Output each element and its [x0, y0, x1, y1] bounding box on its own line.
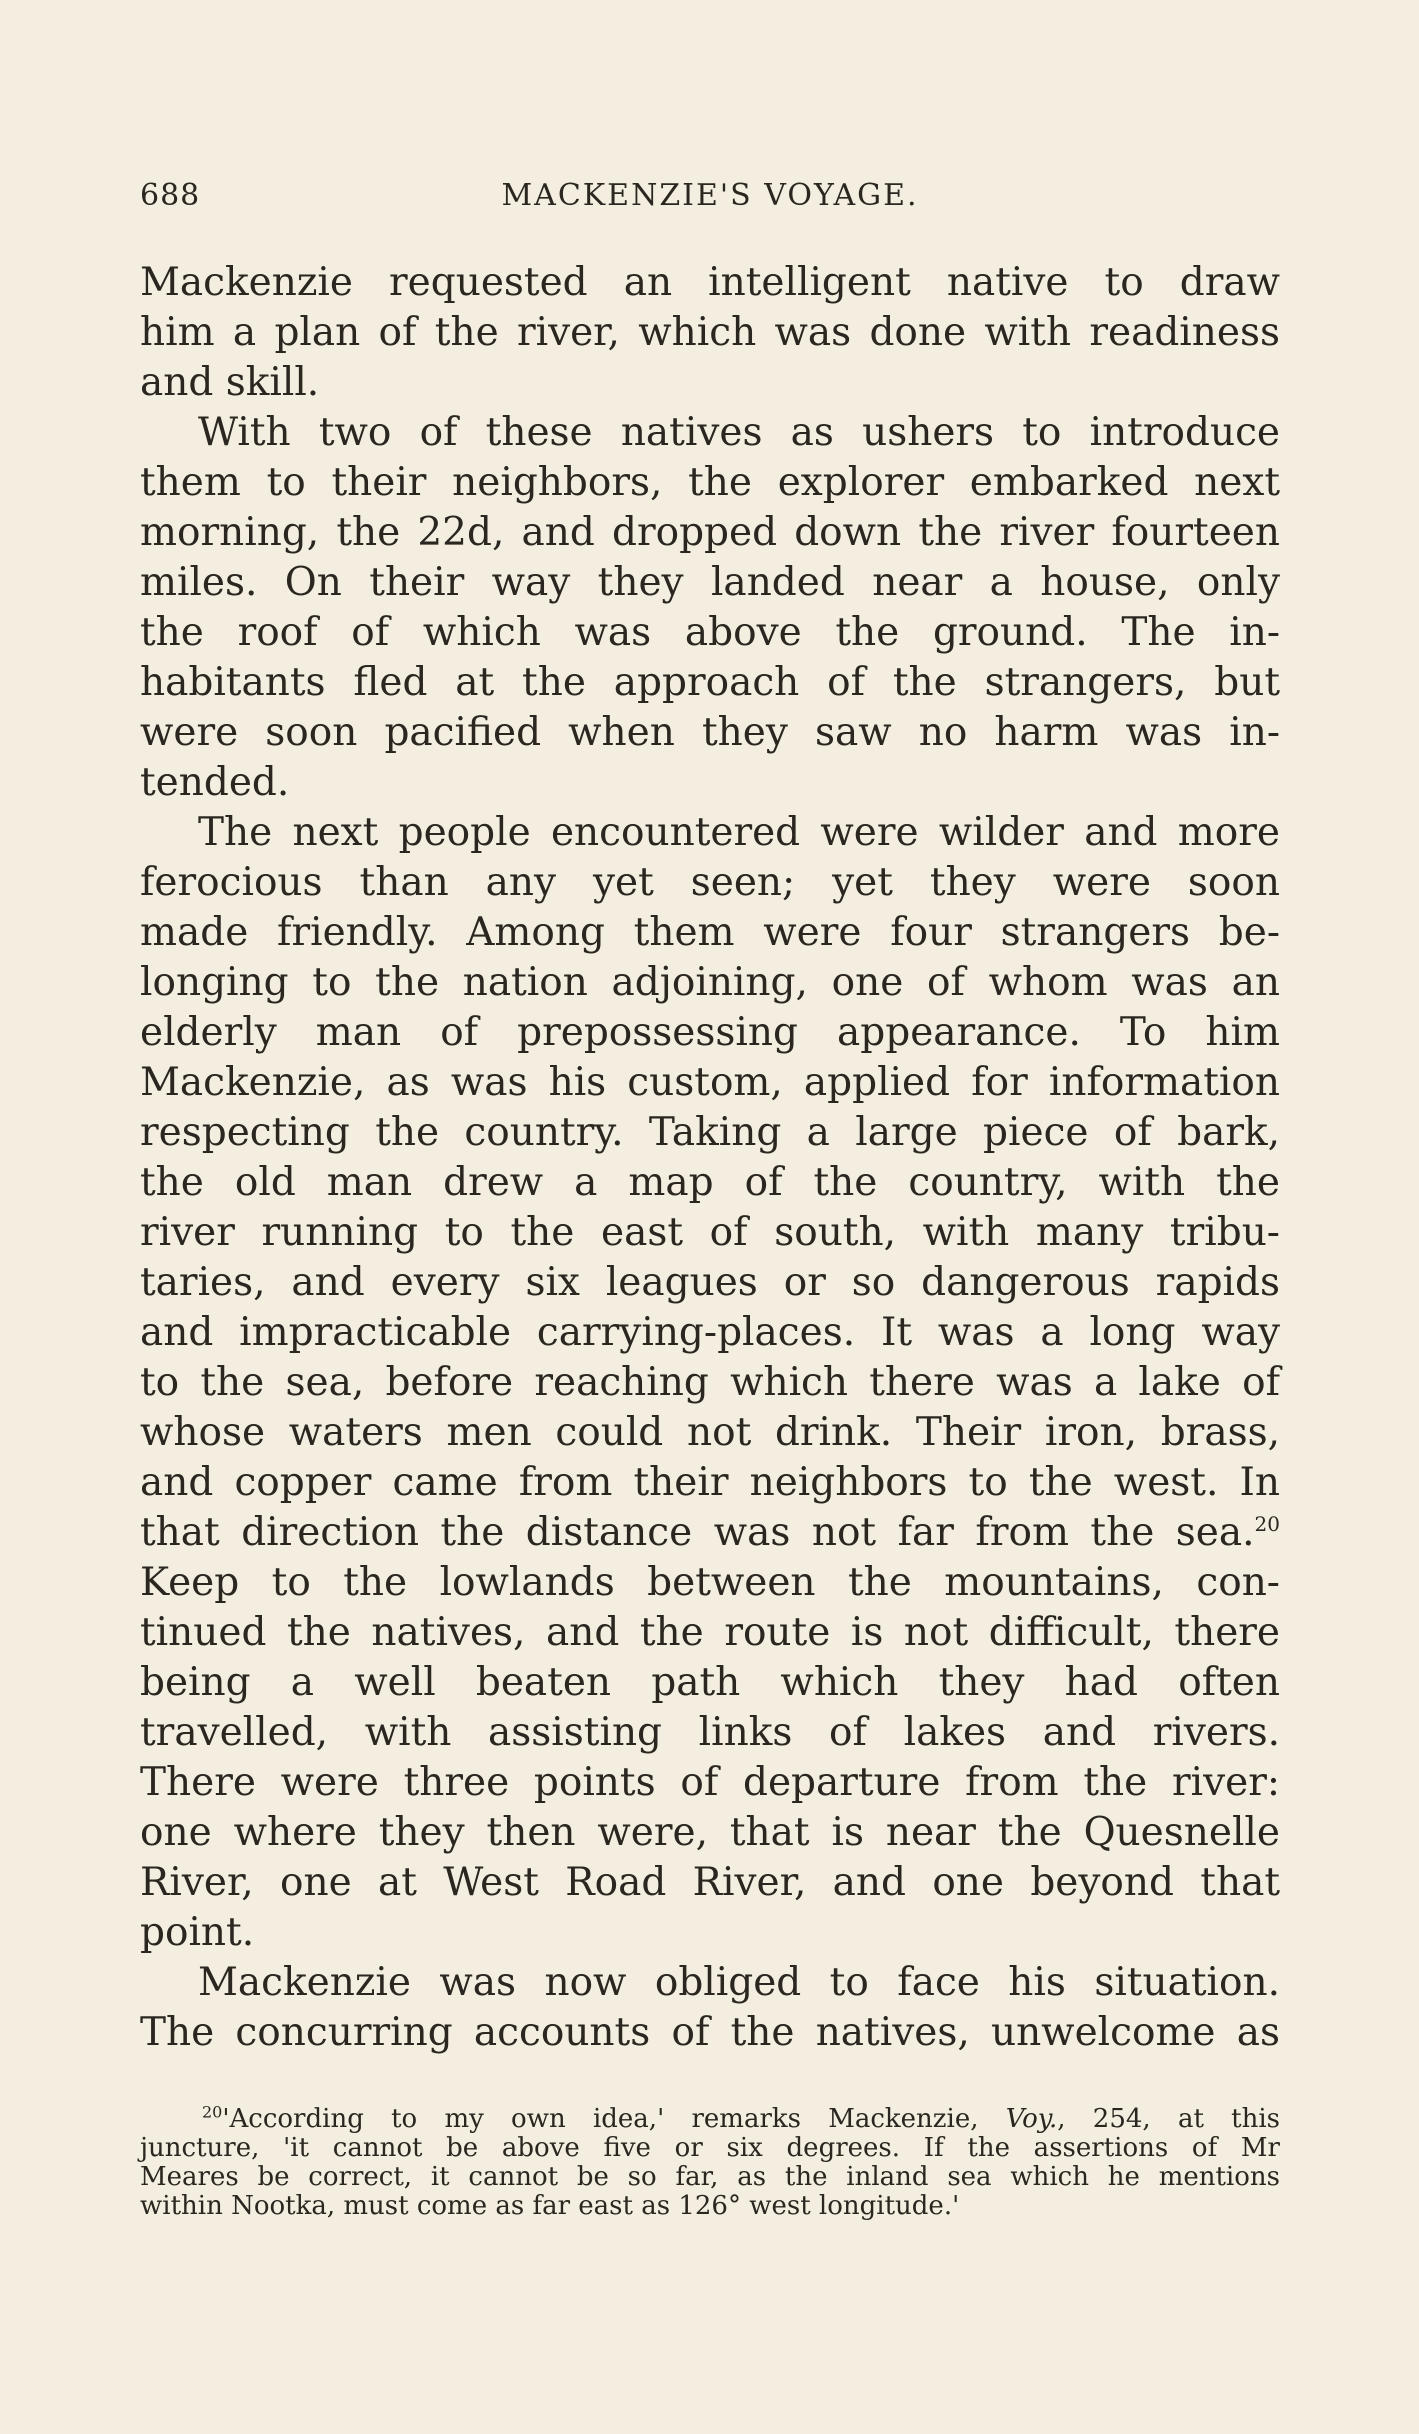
footnote-text: , 254, at this: [1057, 2104, 1281, 2134]
text-line: tinued the natives, and the route is not difficult, there: [140, 1610, 1280, 1655]
text-fragment: that direction the distance was not far from the sea.: [140, 1510, 1255, 1555]
text-line: longing to the nation adjoining, one of whom was an: [140, 960, 1280, 1005]
footnote: [140, 2102, 1281, 2221]
text-line: taries, and every six leagues or so dangerous rapids: [140, 1260, 1280, 1305]
text-line: travelled, with assisting links of lakes and rivers.: [140, 1710, 1280, 1755]
page-header: [140, 178, 1280, 228]
text-line: With two of these natives as ushers to introduce: [198, 410, 1280, 455]
text-line: Mackenzie requested an intelligent native to draw: [140, 260, 1280, 305]
footnote-line: Meares be correct, it cannot be so far, as the inland sea which he mentions: [140, 2162, 1280, 2192]
footnote-line: [140, 2102, 1281, 2134]
text-line: were soon pacified when they saw no harm was in-: [140, 710, 1280, 755]
footnote-line: within Nootka, must come as far east as 126° west longitude.': [140, 2191, 960, 2221]
text-line: habitants fled at the approach of the strangers, but: [140, 660, 1280, 705]
text-line: whose waters men could not drink. Their iron, brass,: [140, 1410, 1280, 1455]
text-line: one where they then were, that is near the Quesnelle: [140, 1810, 1280, 1855]
text-line: the roof of which was above the ground. The in-: [140, 610, 1280, 655]
text-line: point.: [140, 1910, 255, 1955]
text-line-with-footnote: [140, 1508, 1280, 1558]
text-line: miles. On their way they landed near a house, only: [140, 560, 1280, 605]
footnote-citation: Voy.: [1005, 2104, 1058, 2134]
footnote-marker: 20: [202, 2102, 223, 2122]
text-line: and impracticable carrying-places. It was a long way: [140, 1310, 1280, 1355]
text-line: tended.: [140, 760, 290, 805]
text-line: him a plan of the river, which was done with readiness: [140, 310, 1280, 355]
text-line: and skill.: [140, 360, 320, 405]
text-line: River, one at West Road River, and one beyond that: [140, 1860, 1280, 1905]
text-line: being a well beaten path which they had often: [140, 1660, 1280, 1705]
text-line: respecting the country. Taking a large piece of bark,: [140, 1110, 1280, 1155]
text-line: Mackenzie, as was his custom, applied for information: [140, 1060, 1280, 1105]
text-line: The concurring accounts of the natives, unwelcome as: [140, 2010, 1280, 2055]
text-line: made friendly. Among them were four strangers be-: [140, 910, 1280, 955]
text-line: There were three points of departure from the river:: [140, 1760, 1280, 1805]
text-line: them to their neighbors, the explorer embarked next: [140, 460, 1280, 505]
text-line: Keep to the lowlands between the mountains, con-: [140, 1560, 1280, 1605]
text-line: the old man drew a map of the country, with the: [140, 1160, 1280, 1205]
text-line: The next people encountered were wilder and more: [198, 810, 1280, 855]
text-line: and copper came from their neighbors to the west. In: [140, 1460, 1280, 1505]
text-line: elderly man of prepossessing appearance. To him: [140, 1010, 1280, 1055]
text-line: to the sea, before reaching which there was a lake of: [140, 1360, 1280, 1405]
body-text: [140, 258, 1280, 2058]
footnote-line: juncture, 'it cannot be above five or six degrees. If the assertions of Mr: [140, 2133, 1280, 2163]
footnote-text: 'According to my own idea,' remarks Mackenzie,: [222, 2104, 1006, 2134]
text-line: ferocious than any yet seen; yet they were soon: [140, 860, 1280, 905]
text-line: Mackenzie was now obliged to face his situation.: [198, 1960, 1280, 2005]
running-head: MACKENZIE'S VOYAGE.: [501, 178, 919, 213]
page-number: 688: [140, 178, 201, 213]
text-line: morning, the 22d, and dropped down the river fourteen: [140, 510, 1280, 555]
footnote-reference: 20: [1254, 1512, 1280, 1536]
text-line: river running to the east of south, with many tribu-: [140, 1210, 1280, 1255]
